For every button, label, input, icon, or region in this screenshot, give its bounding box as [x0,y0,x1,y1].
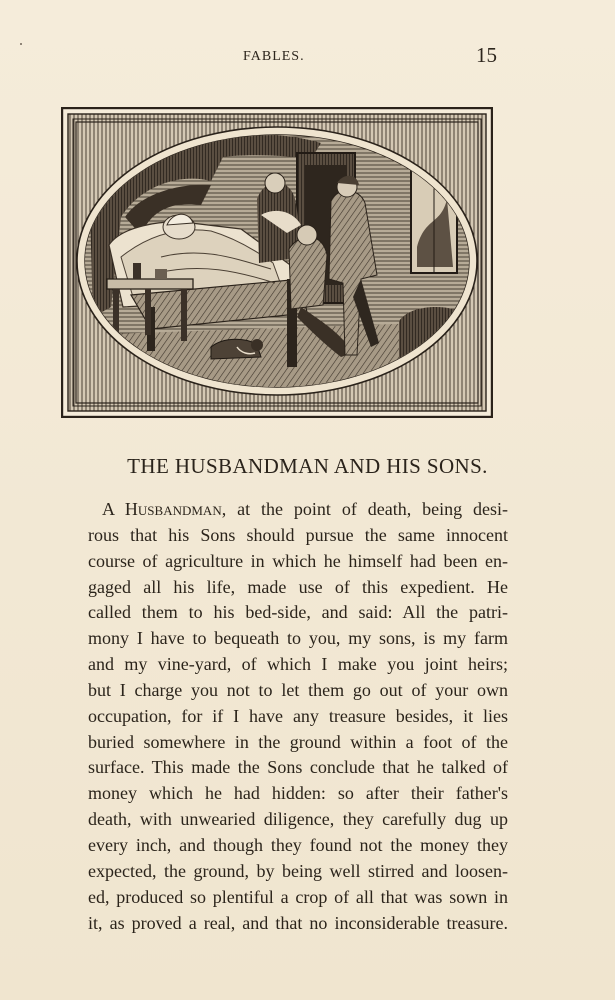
text-line: occupation, for if I have any treasure besides, it lies [88,705,508,726]
text-line: buried somewhere in the ground within a foot of the [88,731,508,752]
text-line-rest: , at the point of death, being desi- [221,499,508,519]
small-caps-word: Husbandman [124,499,222,519]
text-line: surface. This made the Sons conclude that he talked of [88,757,508,778]
text-line: rous that his Sons should pursue the same innocent [88,524,508,545]
story-body [88,497,508,936]
text-line: money which he had hidden: so after their father's [88,783,508,804]
text-line: every inch, and though they found not the money they [88,834,508,855]
text-line-lead: A [102,499,125,519]
running-title: FABLES. [243,49,305,64]
story-title: THE HUSBANDMAN AND HIS SONS. [127,454,488,478]
text-line: death, with unwearied diligence, they carefully dug up [88,809,508,830]
text-line: called them to his bed-side, and said: All the patri- [88,602,508,623]
text-line: gaged all his life, made use of this expedient. He [88,576,508,597]
text-line: course of agriculture in which he himself had been en- [88,550,508,571]
text-line: and my vine-yard, of which I make you joint heirs; [88,654,508,675]
engraving-image [61,107,493,418]
illustration [61,107,493,418]
page-number: 15 [476,43,497,67]
running-head [0,43,615,69]
text-line: it, as proved a real, and that no inconsiderable treasure. [88,912,508,933]
paper-speck [20,43,22,45]
text-line: ed, produced so plentiful a crop of all that was sown in [88,886,508,907]
text-line: mony I have to bequeath to you, my sons, is my farm [88,628,508,649]
text-line: but I charge you not to let them go out of your own [88,679,508,700]
text-line [88,497,508,523]
text-line: expected, the ground, by being well stirred and loosen- [88,860,508,881]
